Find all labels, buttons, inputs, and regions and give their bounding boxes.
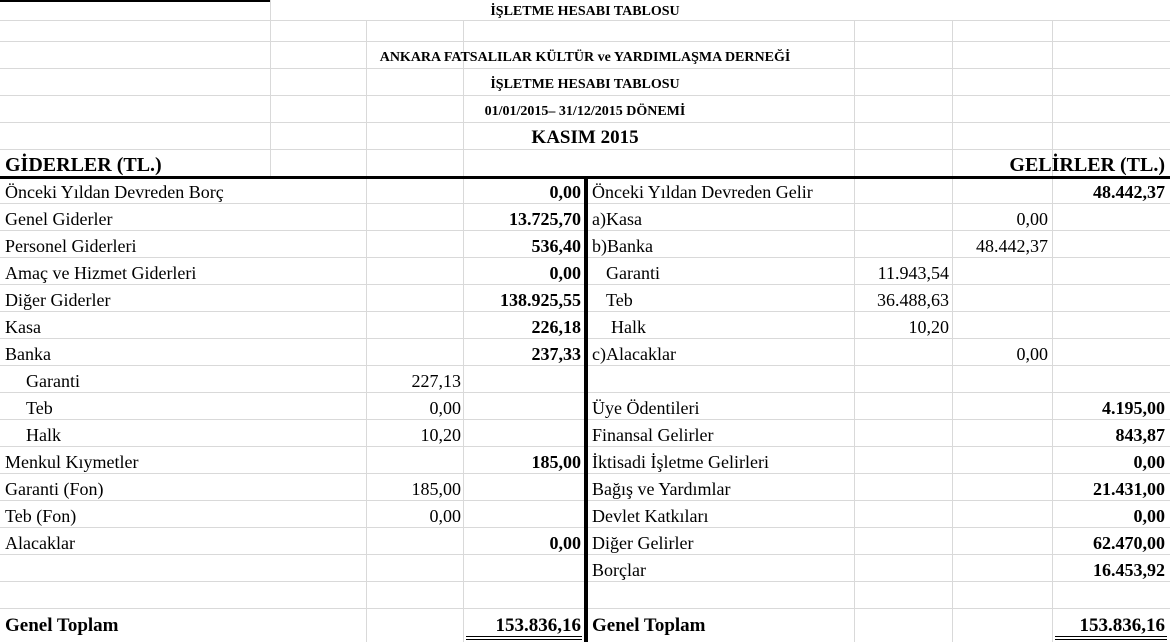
expenses-header: GİDERLER (TL.) — [5, 154, 162, 176]
org-name: ANKARA FATSALILAR KÜLTÜR ve YARDIMLAŞMA DERNEĞİ — [379, 50, 791, 65]
gridline-col — [952, 20, 953, 642]
gridline-row — [0, 122, 1170, 123]
expense-label: Alacaklar — [5, 533, 75, 553]
expense-total-amount: 0,00 — [549, 533, 581, 553]
expense-sub-amount: 185,00 — [411, 479, 461, 499]
right-total-underline — [1055, 636, 1167, 637]
expense-label: Genel Giderler — [5, 209, 113, 229]
expense-label: Halk — [26, 425, 61, 445]
income-bank-amount: 11.943,54 — [877, 263, 949, 283]
sheet-title: İŞLETME HESABI TABLOSU — [490, 77, 680, 92]
gridline-row — [0, 149, 1170, 150]
income-total-amount: 21.431,00 — [1093, 479, 1165, 499]
expense-label: Diğer Giderler — [5, 290, 111, 310]
expense-total-amount: 0,00 — [549, 263, 581, 283]
month-title: KASIM 2015 — [531, 127, 639, 148]
expense-total-amount: 226,18 — [531, 317, 581, 337]
income-label: Finansal Gelirler — [592, 425, 714, 445]
expense-total-amount: 536,40 — [531, 236, 581, 256]
right-total-underline-2 — [1055, 639, 1167, 640]
income-total-amount: 48.442,37 — [1093, 182, 1165, 202]
income-sub-amount: 0,00 — [1016, 209, 1048, 229]
gridline-row — [0, 41, 1170, 42]
expense-label: Garanti — [26, 371, 80, 391]
expense-total-amount: 185,00 — [531, 452, 581, 472]
income-bank-amount: 36.488,63 — [877, 290, 949, 310]
income-sub-amount: 48.442,37 — [976, 236, 1048, 256]
top-cell-border — [0, 0, 270, 2]
income-total-amount: 16.453,92 — [1093, 560, 1165, 580]
expense-total-amount: 138.925,55 — [500, 290, 581, 310]
income-label: Garanti — [606, 263, 660, 283]
income-label: b)Banka — [592, 236, 653, 256]
income-label: Halk — [611, 317, 646, 337]
income-label: Üye Ödentileri — [592, 398, 700, 418]
left-total-value: 153.836,16 — [495, 615, 581, 636]
expense-label: Kasa — [5, 317, 41, 337]
income-label: Önceki Yıldan Devreden Gelir — [592, 182, 813, 202]
left-total-underline-2 — [466, 639, 582, 640]
income-total-amount: 62.470,00 — [1093, 533, 1165, 553]
gridline-row — [0, 68, 1170, 69]
income-label: İktisadi İşletme Gelirleri — [592, 452, 769, 472]
expense-label: Önceki Yıldan Devreden Borç — [5, 182, 224, 202]
right-total-value: 153.836,16 — [1079, 615, 1165, 636]
income-label: a)Kasa — [592, 209, 642, 229]
expense-sub-amount: 0,00 — [429, 506, 461, 526]
left-total-label: Genel Toplam — [5, 615, 119, 636]
income-header: GELİRLER (TL.) — [1009, 154, 1165, 176]
expense-sub-amount: 227,13 — [411, 371, 461, 391]
expense-total-amount: 13.725,70 — [509, 209, 581, 229]
expense-label: Teb — [26, 398, 53, 418]
expense-sub-amount: 10,20 — [420, 425, 461, 445]
expense-label: Garanti (Fon) — [5, 479, 104, 499]
expense-label: Menkul Kıymetler — [5, 452, 139, 472]
expense-total-amount: 237,33 — [531, 344, 581, 364]
income-label: Diğer Gelirler — [592, 533, 694, 553]
gridline-row — [0, 95, 1170, 96]
income-total-amount: 843,87 — [1115, 425, 1165, 445]
expense-label: Banka — [5, 344, 51, 364]
income-sub-amount: 0,00 — [1016, 344, 1048, 364]
gridline-row — [0, 20, 1170, 21]
income-total-amount: 0,00 — [1133, 452, 1165, 472]
income-bank-amount: 10,20 — [908, 317, 949, 337]
period: 01/01/2015– 31/12/2015 DÖNEMİ — [484, 104, 686, 119]
income-total-amount: 0,00 — [1133, 506, 1165, 526]
expense-label: Personel Giderleri — [5, 236, 137, 256]
income-total-amount: 4.195,00 — [1102, 398, 1165, 418]
income-label: Bağış ve Yardımlar — [592, 479, 731, 499]
left-total-underline — [466, 636, 582, 637]
income-label: Devlet Katkıları — [592, 506, 709, 526]
expense-sub-amount: 0,00 — [429, 398, 461, 418]
center-divider — [584, 176, 588, 642]
income-label: c)Alacaklar — [592, 344, 676, 364]
right-total-label: Genel Toplam — [592, 615, 706, 636]
expense-label: Amaç ve Hizmet Giderleri — [5, 263, 197, 283]
top-title: İŞLETME HESABI TABLOSU — [490, 4, 680, 19]
expense-total-amount: 0,00 — [549, 182, 581, 202]
expense-label: Teb (Fon) — [5, 506, 77, 526]
income-label: Borçlar — [592, 560, 646, 580]
income-label: Teb — [606, 290, 633, 310]
